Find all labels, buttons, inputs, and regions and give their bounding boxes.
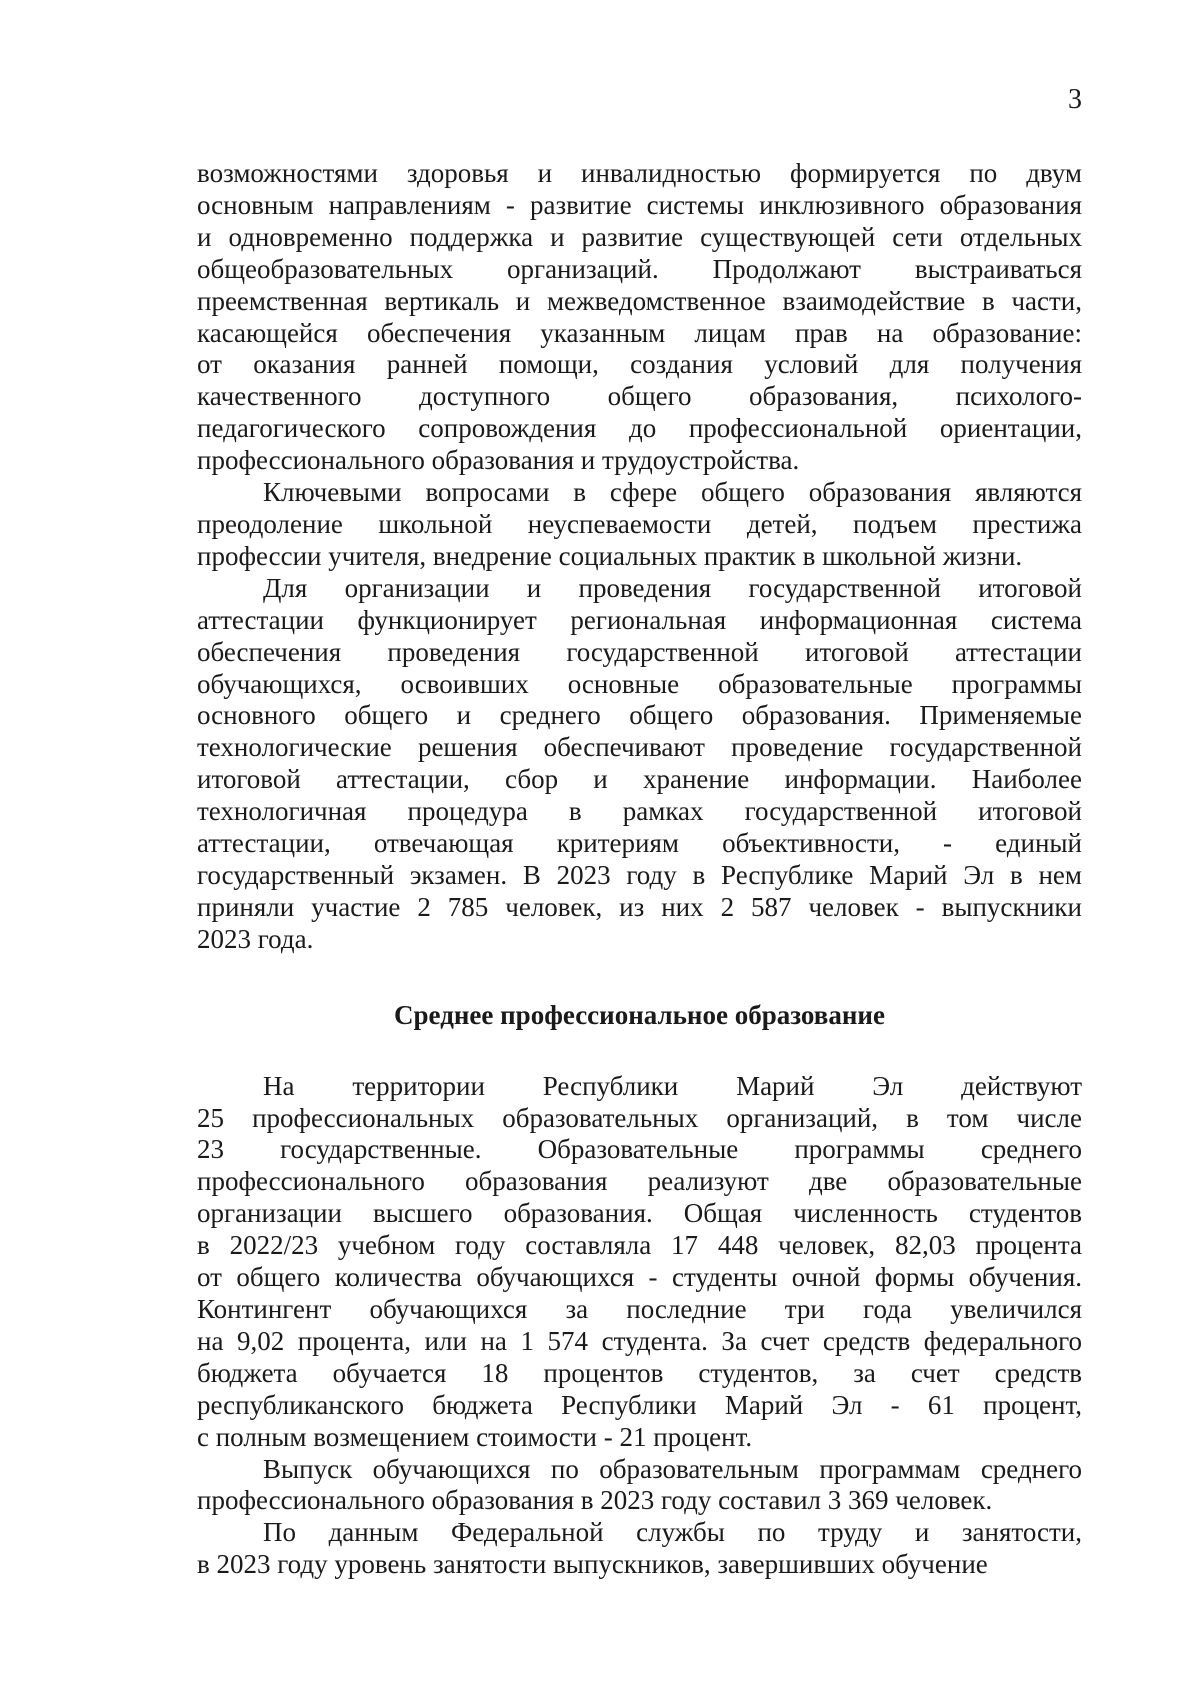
text-line: Для организации и проведения государственной итоговой	[263, 572, 1082, 603]
section-vocational-education	[197, 1071, 1082, 1582]
document-body	[197, 158, 1082, 1581]
text-line: от оказания ранней помощи, создания условий для получения	[197, 349, 1082, 380]
text-line: На территории Республики Марий Эл действуют	[263, 1070, 1082, 1101]
page-number: 3	[1068, 84, 1082, 115]
text-line: от общего количества обучающихся - студенты очной формы обучения.	[197, 1262, 1082, 1293]
text-line: основного общего и среднего общего образования. Применяемые	[197, 700, 1082, 731]
text-line: основным направлениям - развитие системы инклюзивного образования	[197, 189, 1082, 220]
paragraph	[197, 477, 1082, 573]
text-line: касающейся обеспечения указанным лицам прав на образование:	[197, 317, 1082, 348]
text-line: бюджета обучается 18 процентов студентов, за счет средств	[197, 1357, 1082, 1388]
text-line: аттестации функционирует региональная информационная система	[197, 604, 1082, 635]
text-line: преемственная вертикаль и межведомственное взаимодействие в части,	[197, 285, 1082, 316]
text-line: Контингент обучающихся за последние три года увеличился	[197, 1294, 1082, 1324]
text-line: приняли участие 2 785 человек, из них 2 587 человек - выпускники	[197, 891, 1082, 922]
text-line: профессии учителя, внедрение социальных практик в школьной жизни.	[197, 540, 1023, 571]
text-line: аттестации, отвечающая критериям объективности, - единый	[197, 828, 1082, 859]
text-line: профессионального образования реализуют две образовательные	[197, 1166, 1082, 1197]
section-heading: Среднее профессиональное образование	[394, 999, 885, 1030]
text-line: на 9,02 процента, или на 1 574 студента. За счет средств федерального	[197, 1325, 1082, 1356]
text-line: республиканского бюджета Республики Марий Эл - 61 процент,	[197, 1389, 1082, 1420]
text-line: 2023 года.	[197, 923, 314, 954]
section-general-education	[197, 158, 1082, 956]
text-line: преодоление школьной неуспеваемости детей, подъем престижа	[197, 508, 1082, 539]
paragraph	[197, 1454, 1082, 1518]
text-line: и одновременно поддержка и развитие существующей сети отдельных	[197, 221, 1082, 252]
text-line: педагогического сопровождения до профессиональной ориентации,	[197, 413, 1082, 444]
text-line: с полным возмещением стоимости - 21 процент.	[197, 1421, 753, 1452]
paragraph	[197, 1071, 1082, 1454]
text-line: государственный экзамен. В 2023 году в Республике Марий Эл в нем	[197, 859, 1082, 890]
paragraph	[197, 573, 1082, 956]
text-line: Ключевыми вопросами в сфере общего образования являются	[263, 477, 1082, 508]
text-line: в 2022/23 учебном году составляла 17 448 человек, 82,03 процента	[197, 1230, 1082, 1261]
text-line: качественного доступного общего образования, психолого-	[197, 381, 1082, 412]
text-line: Выпуск обучающихся по образовательным программам среднего	[263, 1453, 1082, 1484]
text-line: обеспечения проведения государственной итоговой аттестации	[197, 636, 1082, 667]
text-line: в 2023 году уровень занятости выпускников, завершивших обучение	[197, 1549, 988, 1580]
text-line: технологичная процедура в рамках государственной итоговой	[197, 796, 1082, 827]
paragraph	[197, 1517, 1082, 1581]
text-line: 25 профессиональных образовательных организаций, в том числе	[197, 1102, 1082, 1133]
text-line: общеобразовательных организаций. Продолжают выстраиваться	[197, 253, 1082, 284]
paragraph	[197, 158, 1082, 477]
text-line: 23 государственные. Образовательные программы среднего	[197, 1134, 1082, 1165]
text-line: итоговой аттестации, сбор и хранение информации. Наиболее	[197, 764, 1082, 795]
text-line: По данным Федеральной службы по труду и занятости,	[263, 1517, 1082, 1548]
text-line: технологические решения обеспечивают проведение государственной	[197, 732, 1082, 763]
text-line: обучающихся, освоивших основные образовательные программы	[197, 668, 1082, 699]
text-line: организации высшего образования. Общая численность студентов	[197, 1198, 1082, 1229]
text-line: возможностями здоровья и инвалидностью формируется по двум	[197, 158, 1082, 188]
text-line: профессионального образования и трудоустройства.	[197, 445, 800, 476]
text-line: профессионального образования в 2023 году составил 3 369 человек.	[197, 1485, 993, 1516]
